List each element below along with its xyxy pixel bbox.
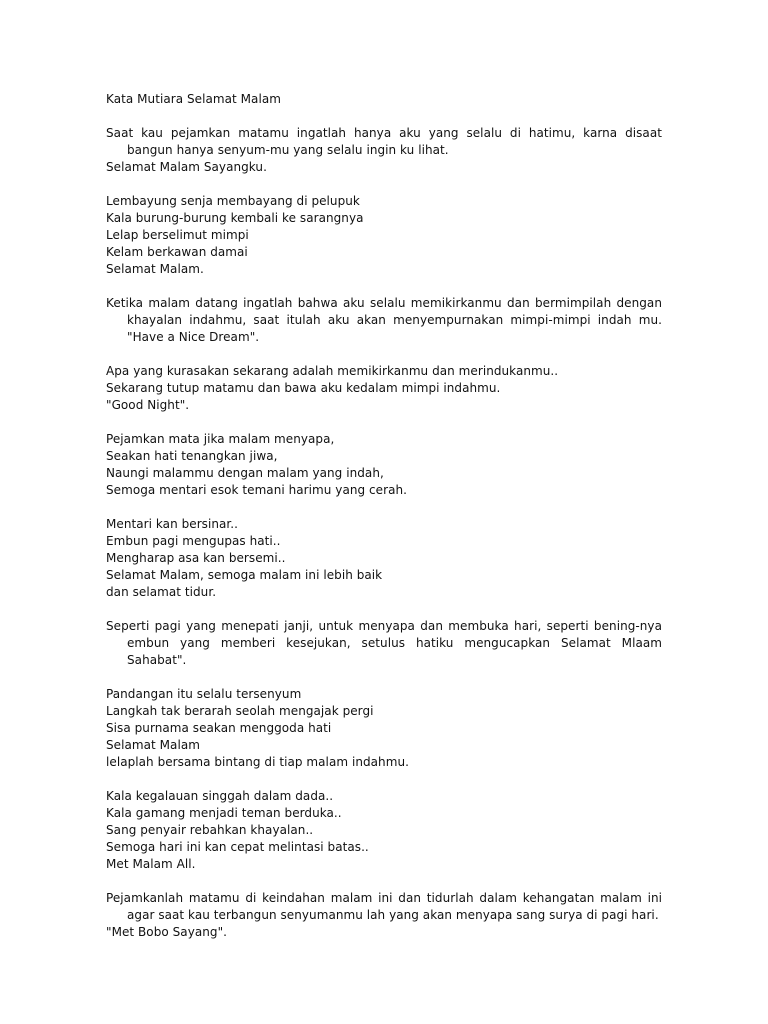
paragraph: Seperti pagi yang menepati janji, untuk menyapa dan membuka hari, seperti bening-nya embun yang memberi kesejukan, setulus hatiku mengucapkan Selamat Mlaam Sahabat". [106, 619, 662, 667]
text-block [106, 788, 662, 873]
text-line: Selamat Malam Sayangku. [106, 160, 267, 174]
text-line: Kala burung-burung kembali ke sarangnya [106, 211, 364, 225]
text-line: Selamat Malam. [106, 262, 204, 276]
document-page [106, 91, 662, 958]
text-line: Kala kegalauan singgah dalam dada.. [106, 789, 334, 803]
text-line: Embun pagi mengupas hati.. [106, 534, 281, 548]
text-line: Mengharap asa kan bersemi.. [106, 551, 286, 565]
text-line: Selamat Malam [106, 738, 200, 752]
text-line: Sekarang tutup matamu dan bawa aku kedalam mimpi indahmu. [106, 381, 501, 395]
text-line: "Good Night". [106, 398, 190, 412]
text-line: Selamat Malam, semoga malam ini lebih baik [106, 568, 383, 582]
text-line: Apa yang kurasakan sekarang adalah memikirkanmu dan merindukanmu.. [106, 364, 559, 378]
text-line: Sisa purnama seakan menggoda hati [106, 721, 332, 735]
text-block [106, 125, 662, 176]
text-line: Pejamkan mata jika malam menyapa, [106, 432, 335, 446]
text-line: Semoga mentari esok temani harimu yang cerah. [106, 483, 408, 497]
text-block [106, 431, 662, 499]
paragraph: Saat kau pejamkan matamu ingatlah hanya aku yang selalu di hatimu, karna disaat bangun hanya senyum-mu yang selalu ingin ku lihat. [106, 126, 662, 157]
paragraph: Ketika malam datang ingatlah bahwa aku selalu memikirkanmu dan bermimpilah dengan khayalan indahmu, saat itulah aku akan menyempurnakan mimpi-mimpi indah mu. "Have a Nice Dream". [106, 296, 662, 344]
text-block [106, 618, 662, 669]
text-block [106, 686, 662, 771]
text-line: Pandangan itu selalu tersenyum [106, 687, 302, 701]
text-line: Sang penyair rebahkan khayalan.. [106, 823, 314, 837]
text-line: Langkah tak berarah seolah mengajak pergi [106, 704, 374, 718]
text-block [106, 363, 662, 414]
text-line: Naungi malammu dengan malam yang indah, [106, 466, 384, 480]
text-line: Met Malam All. [106, 857, 196, 871]
text-line: Mentari kan bersinar.. [106, 517, 239, 531]
text-line: Seakan hati tenangkan jiwa, [106, 449, 278, 463]
text-line: Semoga hari ini kan cepat melintasi batas.. [106, 840, 369, 854]
text-block [106, 890, 662, 941]
text-line: lelaplah bersama bintang di tiap malam indahmu. [106, 755, 409, 769]
text-block [106, 193, 662, 278]
paragraph: Pejamkanlah matamu di keindahan malam ini dan tidurlah dalam kehangatan malam ini agar saat kau terbangun senyumanmu lah yang akan menyapa sang surya di pagi hari. [106, 891, 662, 922]
text-line: Lelap berselimut mimpi [106, 228, 249, 242]
text-block [106, 516, 662, 601]
text-block [106, 295, 662, 346]
text-line: Kelam berkawan damai [106, 245, 248, 259]
text-line: "Met Bobo Sayang". [106, 925, 228, 939]
text-line: Lembayung senja membayang di pelupuk [106, 194, 360, 208]
document-title: Kata Mutiara Selamat Malam [106, 92, 281, 106]
text-line: Kala gamang menjadi teman berduka.. [106, 806, 342, 820]
document-body [106, 125, 662, 941]
text-line: dan selamat tidur. [106, 585, 217, 599]
